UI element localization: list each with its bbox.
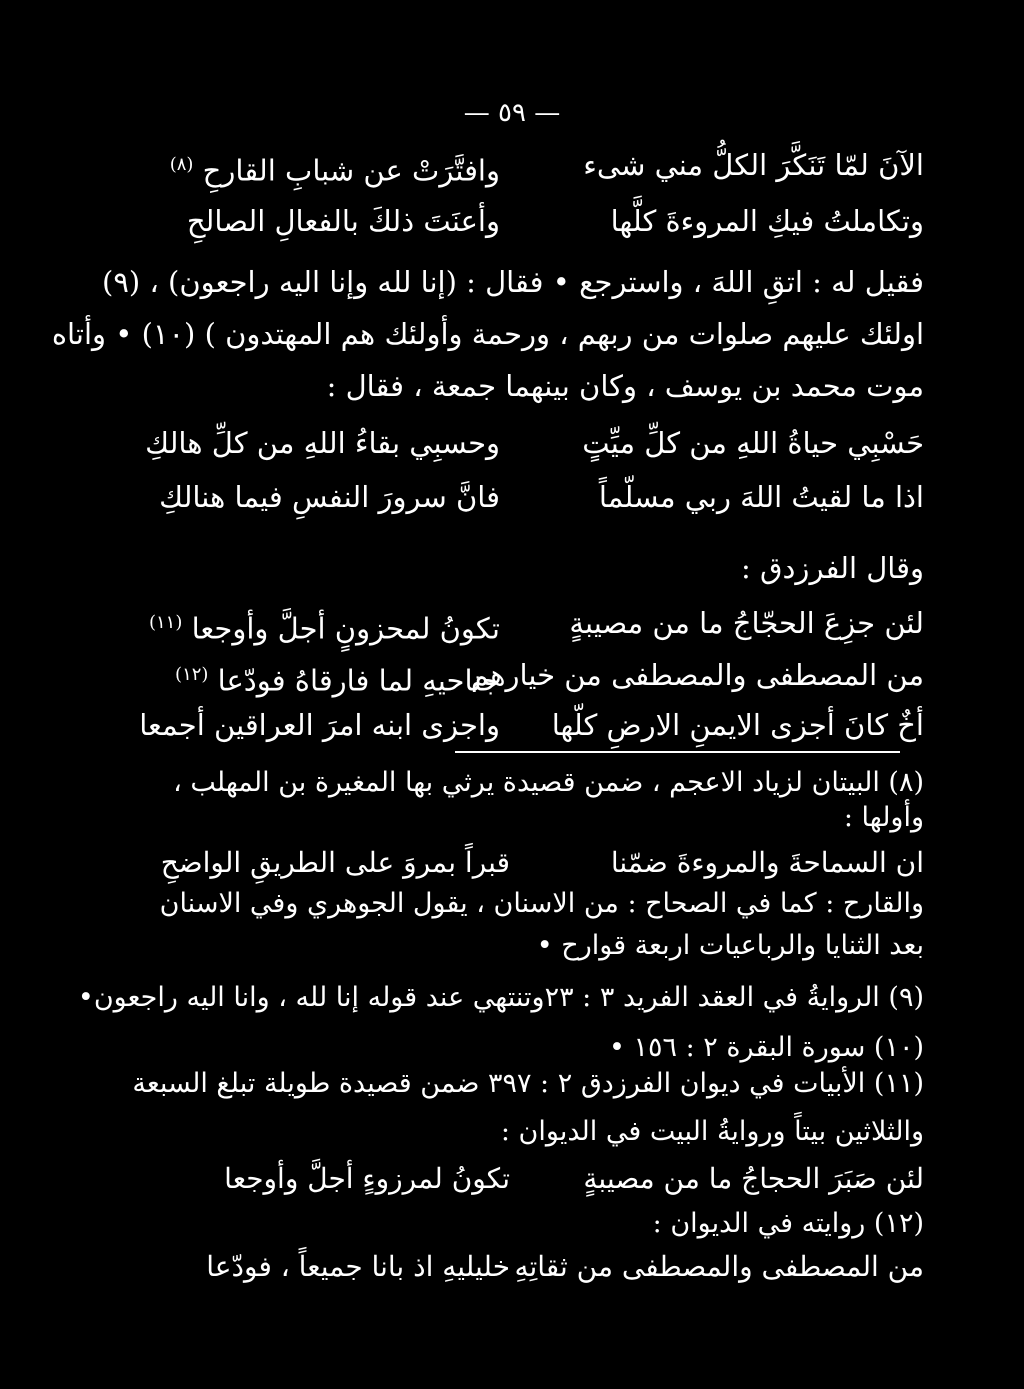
footnote-marker: (١٢) — [175, 664, 209, 685]
footnote-line: بعد الثنايا والرباعيات اربعة قوارح • — [536, 930, 924, 961]
verse-line — [100, 202, 924, 242]
footnote-verse — [100, 1160, 924, 1200]
verse-hemistich-left: وأعنَتَ ذلكَ بالفعالِ الصالحِ — [186, 204, 500, 238]
verse-hemistich-left: واجزى ابنه امرَ العراقين أجمعا — [139, 708, 500, 742]
verse-hemistich-left: وافتَّرَتْ عن شبابِ القارحِ $^{(٨)}$ — [169, 153, 500, 188]
verse-hemistich-right: اذا ما لقيتُ اللهَ ربي مسلّماً — [598, 480, 924, 514]
prose-line: فقيل له : اتقِ اللهَ ، واسترجع • فقال : (إنا لله وإنا اليه راجعون) ، (٩) — [102, 265, 924, 299]
footnote-line: (١٢) روايته في الديوان : — [652, 1208, 924, 1239]
verse-hemistich-right: أخٌ كانَ أجزى الايمنِ الارضِ كلّها — [551, 708, 924, 742]
verse-hemistich-right: حَسْبِي حياةُ اللهِ من كلِّ ميِّتٍ — [582, 426, 924, 460]
verse-hemistich-right: وتكاملتُ فيكِ المروءةَ كلَّها — [610, 204, 924, 238]
footnote-separator — [455, 751, 900, 753]
footnote-marker: (١١) — [148, 612, 183, 633]
footnote-line: (٩) الروايةُ في العقد الفريد ٣ : ٢٣وتنتهي عند قوله إنا لله ، وانا اليه راجعون• — [77, 982, 924, 1013]
prose-line: وقال الفرزدق : — [741, 551, 924, 585]
footnote-line: وأولها : — [843, 802, 924, 833]
verse-hemistich-left: تكونُ لمحزونٍ أجلَّ وأوجعا $^{(١١)}$ — [148, 611, 500, 646]
verse-line — [100, 656, 924, 696]
verse-line — [100, 424, 924, 464]
verse-line — [100, 478, 924, 518]
verse-hemistich-right: من المصطفى والمصطفى من خيارهم — [470, 658, 924, 692]
verse-hemistich-right: لئن جزِعَ الحجّاجُ ما من مصيبةٍ — [569, 606, 924, 640]
verse-hemistich-left: وحسبِي بقاءُ اللهِ من كلِّ هالكِ — [145, 426, 500, 460]
verse-hemistich-left: قبراً بمروَ على الطريقِ الواضحِ — [160, 846, 510, 879]
footnote-verse — [100, 844, 924, 884]
footnote-line: (٨) البيتان لزياد الاعجم ، ضمن قصيدة يرثي بها المغيرة بن المهلب ، — [173, 767, 924, 798]
verse-line — [100, 604, 924, 644]
footnote-line: والقارح : كما في الصحاح : من الاسنان ، يقول الجوهري وفي الاسنان — [159, 888, 924, 919]
footnote-line: (١١) الأبيات في ديوان الفرزدق ٢ : ٣٩٧ ضمن قصيدة طويلة تبلغ السبعة — [132, 1068, 924, 1099]
verse-hemistich-right: من المصطفى والمصطفى من ثقاتِهِ — [514, 1250, 924, 1283]
verse-hemistich-right: ان السماحةَ والمروءةَ ضمّنا — [610, 846, 924, 879]
footnote-marker: (٨) — [169, 154, 194, 175]
verse-line — [100, 146, 924, 186]
prose-line: اولئك عليهم صلوات من ربهم ، ورحمة وأولئك هم المهتدون ) (١٠) • وأتاه — [51, 317, 924, 351]
footnote-line: (١٠) سورة البقرة ٢ : ١٥٦ • — [609, 1032, 924, 1063]
prose-line: موت محمد بن يوسف ، وكان بينهما جمعة ، فقال : — [326, 369, 924, 403]
verse-hemistich-left: تكونُ لمرزوءٍ أجلَّ وأوجعا — [224, 1162, 510, 1195]
verse-hemistich-right: الآنَ لمّا تَنَكَّرَ الكلُّ مني شىء — [583, 148, 924, 182]
verse-hemistich-left: فانَّ سرورَ النفسِ فيما هنالكِ — [159, 480, 500, 514]
verse-line — [100, 706, 924, 746]
verse-hemistich-right: لئن صَبَرَ الحجاجُ ما من مصيبةٍ — [583, 1162, 924, 1195]
verse-hemistich-left: جناحيهِ لما فارقاهُ فودّعا $^{(١٢)}$ — [175, 663, 500, 698]
verse-hemistich-left: خليليهِ اذ بانا جميعاً ، فودّعا — [206, 1250, 510, 1283]
footnote-line: والثلاثين بيتاً وروايةُ البيت في الديوان : — [500, 1116, 924, 1147]
footnote-verse — [100, 1248, 924, 1288]
page-number: — ٥٩ — — [463, 98, 561, 128]
